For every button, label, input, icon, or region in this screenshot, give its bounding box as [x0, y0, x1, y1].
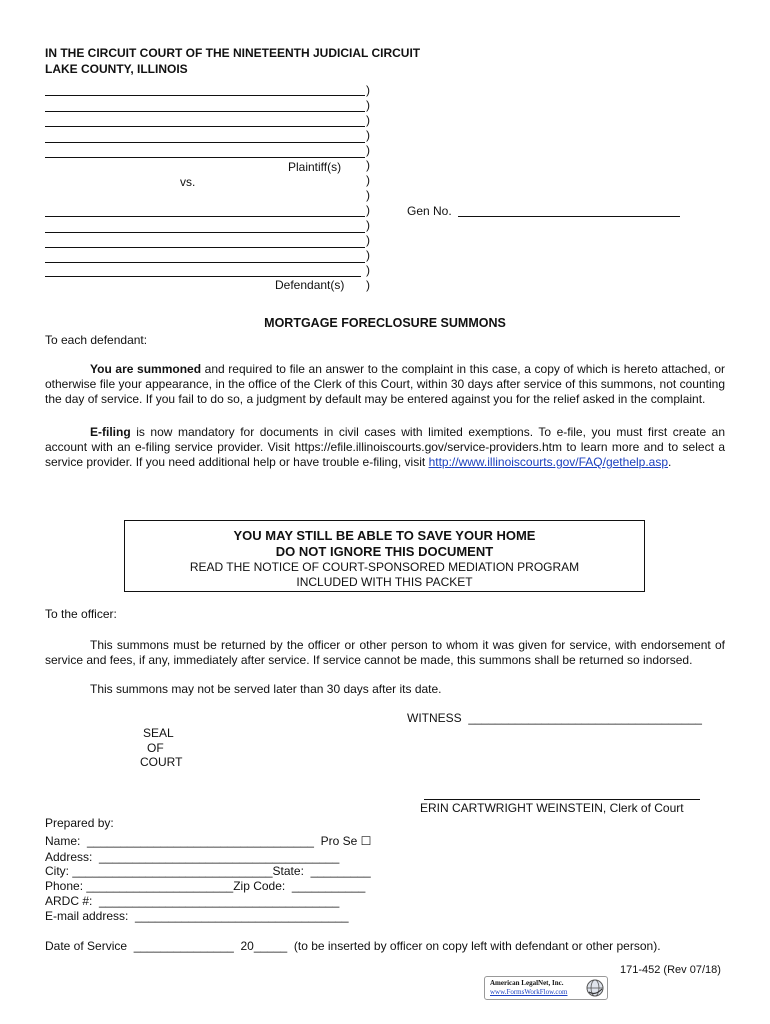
defendant-line[interactable]	[45, 232, 365, 233]
mediation-notice-box	[124, 520, 645, 592]
city-state-field[interactable]: City: ______________________________State: _________	[45, 864, 371, 878]
caption-paren: )	[366, 113, 370, 127]
caption-paren: )	[366, 203, 370, 217]
globe-icon	[585, 978, 605, 998]
publisher-url[interactable]: www.FormsWorkFlow.com	[490, 988, 568, 996]
notice-line1: YOU MAY STILL BE ABLE TO SAVE YOUR HOME	[233, 528, 536, 543]
summons-lead: You are summoned	[90, 362, 202, 376]
document-title: MORTGAGE FORECLOSURE SUMMONS	[264, 316, 506, 330]
plaintiff-line[interactable]	[45, 111, 365, 112]
vs-label: vs.	[180, 175, 196, 189]
caption-paren: )	[366, 83, 370, 97]
caption-paren: )	[366, 188, 370, 202]
seal-line1: SEAL	[143, 726, 174, 740]
summons-paragraph	[45, 362, 725, 407]
caption-paren: )	[366, 218, 370, 232]
ardc-field[interactable]: ARDC #: ____________________________________	[45, 894, 340, 908]
seal-line3: COURT	[140, 755, 183, 769]
email-field[interactable]: E-mail address: ________________________________	[45, 909, 349, 923]
court-seal	[140, 726, 182, 770]
court-name: IN THE CIRCUIT COURT OF THE NINETEENTH JUDICIAL CIRCUIT	[45, 46, 421, 60]
plaintiff-line[interactable]	[45, 95, 365, 96]
defendant-line[interactable]	[45, 247, 365, 248]
date-of-service-field[interactable]: Date of Service _______________ 20_____ (to be inserted by officer on copy left with defendant or other person).	[45, 939, 661, 953]
clerk-signature-line[interactable]	[424, 799, 700, 800]
help-link[interactable]: http://www.illinoiscourts.gov/FAQ/gethelp.asp	[428, 455, 669, 469]
defendant-line[interactable]	[45, 262, 365, 263]
name-field[interactable]: Name: __________________________________ Pro Se ☐	[45, 834, 372, 848]
phone-zip-field[interactable]: Phone: ______________________Zip Code: ___________	[45, 879, 366, 893]
caption-paren: )	[366, 173, 370, 187]
defendant-label: Defendant(s)	[275, 278, 345, 292]
notice-line2: DO NOT IGNORE THIS DOCUMENT	[275, 544, 494, 559]
plaintiff-label: Plaintiff(s)	[288, 160, 342, 174]
publisher-badge	[484, 976, 608, 1000]
caption-paren: )	[366, 263, 370, 277]
service-limit-text: This summons may not be served later than 30 days after its date.	[90, 682, 442, 696]
caption-paren: )	[366, 98, 370, 112]
caption-paren: )	[366, 278, 370, 292]
plaintiff-line[interactable]	[45, 126, 365, 127]
caption-paren: )	[366, 158, 370, 172]
address-field[interactable]: Address: ____________________________________	[45, 850, 340, 864]
salutation: To each defendant:	[45, 333, 148, 347]
notice-line4: INCLUDED WITH THIS PACKET	[296, 575, 473, 589]
efiling-paragraph	[45, 425, 725, 470]
county-name: LAKE COUNTY, ILLINOIS	[45, 62, 188, 76]
clerk-name: ERIN CARTWRIGHT WEINSTEIN, Clerk of Court	[420, 801, 684, 815]
officer-heading: To the officer:	[45, 607, 117, 621]
form-number: 171-452 (Rev 07/18)	[620, 964, 721, 976]
efiling-text: is now mandatory for documents in civil cases with limited exemptions. To e-file, you must first create an account with an e-filing service provider. Visit https://efile.illinoiscourts.gov/service-providers.htm to learn more and to select a service provider. If you need additional help or have trouble e-filing, visit	[45, 425, 725, 469]
seal-line2: OF	[147, 740, 164, 755]
publisher-name: American LegalNet, Inc.	[490, 979, 564, 987]
defendant-line[interactable]	[45, 216, 365, 217]
plaintiff-line[interactable]	[45, 142, 365, 143]
efiling-lead: E-filing	[90, 425, 131, 439]
prepared-by-heading: Prepared by:	[45, 816, 114, 830]
witness-field[interactable]: WITNESS ___________________________________	[407, 711, 702, 725]
caption-paren: )	[366, 233, 370, 247]
officer-paragraph: This summons must be returned by the officer or other person to whom it was given for service, with endorsement of service and fees, if any, immediately after service. If service cannot be made, this summons shall be returned so indorsed.	[45, 638, 725, 667]
caption-paren: )	[366, 128, 370, 142]
defendant-line[interactable]	[45, 276, 361, 277]
gen-no-label: Gen No.	[407, 204, 452, 218]
notice-line3: READ THE NOTICE OF COURT-SPONSORED MEDIATION PROGRAM	[189, 560, 580, 574]
summons-text: and required to file an answer to the complaint in this case, a copy of which is hereto attached, or otherwise file your appearance, in the office of the Clerk of this Court, within 30 days after service of this summons, not counting the day of service. If you fail to do so, a judgment by default may be entered against you for the relief asked in the complaint.	[45, 362, 726, 406]
plaintiff-line[interactable]	[45, 157, 365, 158]
caption-paren: )	[366, 248, 370, 262]
gen-no-field[interactable]	[458, 216, 680, 217]
efiling-end: .	[668, 455, 672, 469]
caption-paren: )	[366, 143, 370, 157]
